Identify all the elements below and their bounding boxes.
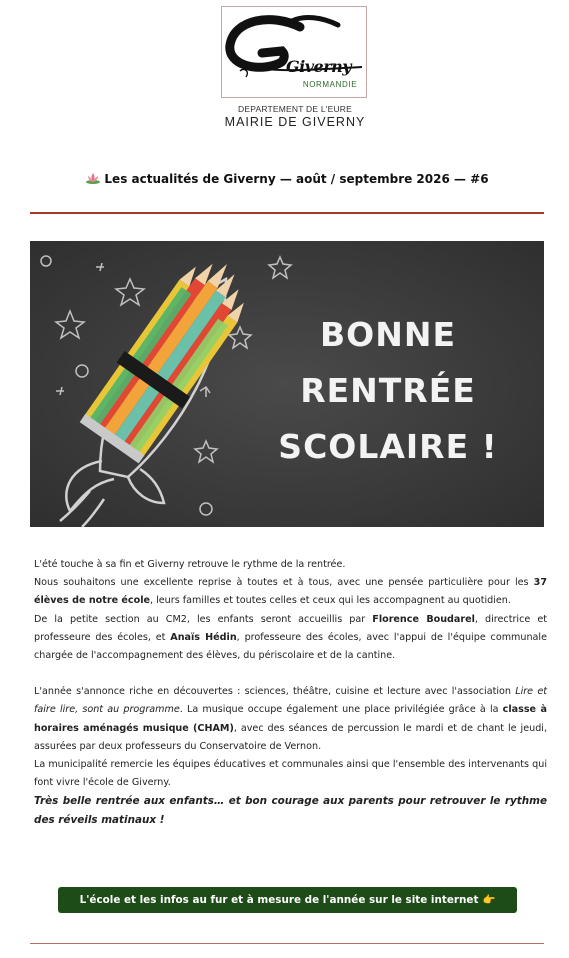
pointing-hand-icon: 👉 (482, 894, 496, 906)
school-website-button[interactable] (58, 887, 517, 913)
newsletter-title-text: Les actualités de Giverny — août / septembre 2026 — #6 (104, 172, 489, 186)
divider-bottom (30, 943, 544, 944)
lotus-icon (85, 172, 101, 184)
text-span: , leurs familles et toutes celles et ceux qui les accompagnent au quotidien. (150, 595, 511, 607)
text-span: De la petite section au CM2, les enfants seront accueillis par (34, 613, 373, 625)
cta-label: L'école et les infos au fur et à mesure de l'année sur le site internet (79, 894, 479, 906)
logo-wordmark: Giverny (286, 57, 352, 76)
paragraph-activities (34, 683, 547, 756)
text-span: , professeure des écoles, avec l'appui de l'équipe communale chargée de l'accompagnement des élèves, du périscolaire et de la cantine. (34, 631, 548, 662)
text-span: , avec des séances de percussion le mardi et de chant le jeudi, assurées par deux professeurs du Conservatoire de Vernon. (34, 722, 547, 752)
students-count: 37 élèves de notre école (34, 577, 547, 607)
department-label: DEPARTEMENT DE L'EURE (238, 104, 352, 114)
mairie-label: MAIRIE DE GIVERNY (224, 115, 366, 129)
paragraph-thanks: La municipalité remercie les équipes éducatives et communales ainsi que l'ensemble des intervenants qui font vivre l'école de Giverny. (34, 759, 547, 789)
article-body (34, 556, 547, 830)
paragraph-intro: L'été touche à sa fin et Giverny retrouve le rythme de la rentrée. (34, 559, 346, 570)
director-name: Florence Boudarel (372, 613, 475, 625)
cham-label: classe à horaires aménagés musique (CHAM) (34, 704, 547, 734)
teacher-name: Anaïs Hédin (170, 631, 237, 643)
text-span: . La musique occupe également une place privilégiée grâce à la (179, 704, 503, 716)
giverny-logo (221, 6, 367, 98)
paragraph-wishes (34, 574, 547, 610)
divider (30, 212, 544, 214)
association-name: Lire et faire lire, sont au programme (34, 686, 547, 716)
banner-line-1: BONNE (320, 315, 456, 354)
text-span: L'année s'annonce riche en découvertes : sciences, théâtre, cuisine et lecture avec l'association (34, 686, 516, 698)
text-span: , directrice et professeure des écoles, et (34, 613, 547, 643)
banner-line-3: SCOLAIRE ! (278, 427, 498, 466)
newsletter-title (30, 172, 544, 186)
banner-headline (278, 307, 498, 475)
spacer (34, 665, 547, 683)
paragraph-staff (34, 611, 547, 666)
closing-message: Très belle rentrée aux enfants… et bon courage aux parents pour retrouver le rythme des réveils matinaux ! (34, 795, 547, 827)
banner-line-2: RENTRÉE (300, 371, 476, 410)
text-span: Nous souhaitons une excellente reprise à toutes et à tous, avec une pensée particulière pour les (34, 577, 534, 589)
rentree-banner (30, 241, 544, 527)
logo-region: NORMANDIE (302, 80, 358, 89)
